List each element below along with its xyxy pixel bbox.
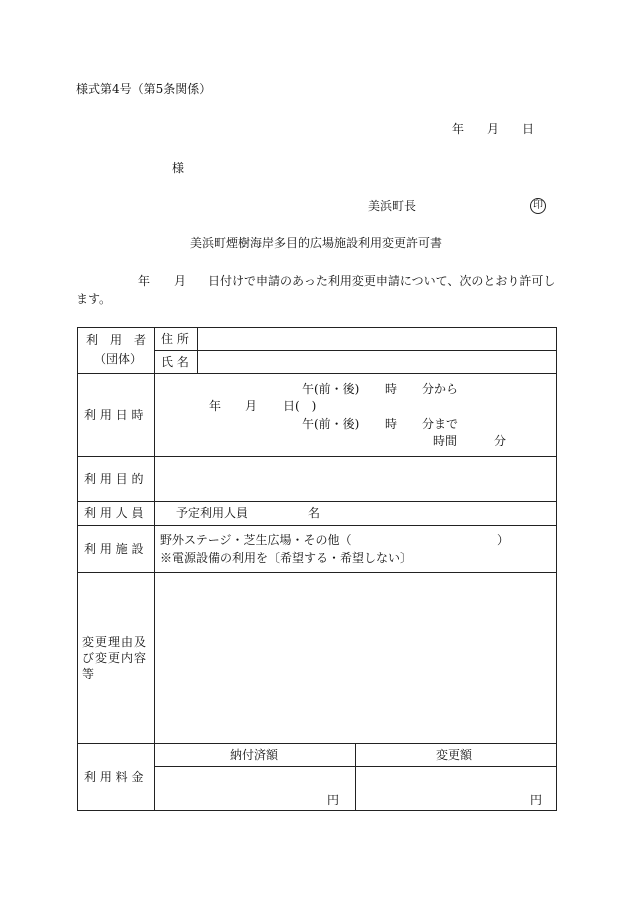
date-day-cell: 日( ) xyxy=(283,399,317,413)
to-minute: 分まで xyxy=(422,417,459,431)
duration-minutes: 分 xyxy=(494,434,507,448)
changed-amount-yen: 円 xyxy=(530,793,543,807)
to-hour: 時 xyxy=(385,417,398,431)
changed-amount-header: 変更額 xyxy=(436,748,473,762)
name-label: 氏 名 xyxy=(161,355,189,369)
seal-mark: 印 xyxy=(530,198,546,214)
user-group-label: （団体） xyxy=(94,352,143,366)
document-title: 美浜町煙樹海岸多目的広場施設利用変更許可書 xyxy=(190,236,443,250)
body-month: 月 xyxy=(174,274,187,288)
date-month: 月 xyxy=(487,122,500,136)
people-unit: 名 xyxy=(308,506,321,520)
reason-label-line3: 等 xyxy=(82,667,95,681)
date-year-cell: 年 xyxy=(209,399,222,413)
facility-label: 利 用 施 設 xyxy=(84,542,144,556)
paid-amount-yen: 円 xyxy=(327,793,340,807)
body-text-line2: ます。 xyxy=(76,292,112,306)
purpose-label: 利 用 目 的 xyxy=(84,472,144,486)
facility-options-close: ） xyxy=(497,533,510,547)
power-usage-note: ※電源設備の利用を〔希望する・希望しない〕 xyxy=(160,551,413,565)
date-year: 年 xyxy=(452,122,465,136)
to-ampm: 午(前・後) xyxy=(302,417,360,431)
fee-label: 利 用 料 金 xyxy=(84,770,144,784)
from-minute: 分から xyxy=(422,382,459,396)
date-month-cell: 月 xyxy=(245,399,258,413)
datetime-label: 利 用 日 時 xyxy=(84,408,144,422)
reason-label-line1: 変更理由及 xyxy=(82,635,148,649)
body-year: 年 xyxy=(138,274,151,288)
paid-amount-header: 納付済額 xyxy=(230,748,279,762)
address-label: 住 所 xyxy=(161,332,189,346)
duration-hours: 時間 xyxy=(433,434,458,448)
from-hour: 時 xyxy=(385,382,398,396)
body-text-line1: 日付けで申請のあった利用変更申請について、次のとおり許可し xyxy=(208,274,556,288)
form-number: 様式第4号（第5条関係） xyxy=(76,82,212,96)
addressee-suffix: 様 xyxy=(172,161,185,175)
user-label: 利 用 者 xyxy=(86,333,147,347)
issuer-name: 美浜町長 xyxy=(368,199,417,213)
people-label: 利 用 人 員 xyxy=(84,506,144,520)
planned-people-label: 予定利用人員 xyxy=(176,506,249,520)
reason-label-line2: び変更内容 xyxy=(82,651,148,665)
from-ampm: 午(前・後) xyxy=(302,382,360,396)
date-day: 日 xyxy=(522,122,535,136)
facility-options: 野外ステージ・芝生広場・その他（ xyxy=(160,533,352,547)
